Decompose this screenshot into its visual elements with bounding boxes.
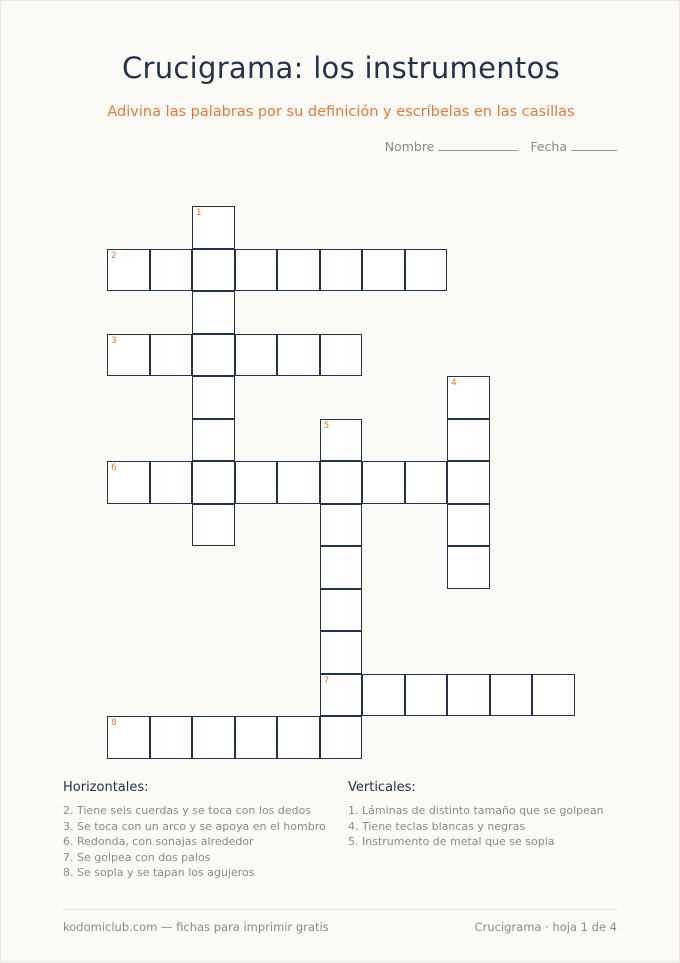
crossword-cell[interactable] [192, 504, 235, 547]
date-label: Fecha [530, 139, 568, 154]
crossword-cell[interactable] [362, 461, 405, 504]
crossword-cell[interactable] [107, 249, 150, 292]
crossword-cell[interactable] [150, 249, 193, 292]
clue-item: 7. Se golpea con dos palos [63, 850, 211, 864]
crossword-cell[interactable] [320, 589, 363, 632]
crossword-cell[interactable] [235, 249, 278, 292]
crossword-cell[interactable] [192, 249, 235, 292]
crossword-cell[interactable] [320, 249, 363, 292]
clue-number: 1 [196, 208, 202, 218]
crossword-cell[interactable] [107, 334, 150, 377]
crossword-cell[interactable] [235, 716, 278, 759]
crossword-cell[interactable] [447, 461, 490, 504]
crossword-cell[interactable] [320, 461, 363, 504]
crossword-cell[interactable] [405, 249, 448, 292]
crossword-cell[interactable] [320, 334, 363, 377]
crossword-cell[interactable] [150, 334, 193, 377]
crossword-cell[interactable] [320, 631, 363, 674]
crossword-cell[interactable] [107, 716, 150, 759]
footer-divider [63, 909, 617, 910]
clue-item: 2. Tiene seis cuerdas y se toca con los dedos [63, 804, 312, 817]
crossword-cell[interactable] [192, 291, 235, 334]
crossword-cell[interactable] [107, 461, 150, 504]
clue-item: 1. Láminas de distinto tamaño que se golpean [348, 804, 604, 817]
clue-item: 4. Tiene teclas blancas y negras [348, 819, 526, 833]
name-line [438, 140, 518, 151]
name-label: Nombre [384, 139, 435, 154]
footer-page-info: Crucigrama · hoja 1 de 4 [474, 920, 617, 934]
crossword-cell[interactable] [320, 716, 363, 759]
crossword-cell[interactable] [235, 334, 278, 377]
crossword-cell[interactable] [277, 716, 320, 759]
crossword-cell[interactable] [192, 334, 235, 377]
horizontal-clues [63, 780, 326, 881]
crossword-cell[interactable] [362, 674, 405, 717]
crossword-cell[interactable] [192, 206, 235, 249]
crossword-cell[interactable] [192, 461, 235, 504]
crossword-cell[interactable] [447, 376, 490, 419]
crossword-cell[interactable] [192, 376, 235, 419]
vertical-clues-title: Verticales: [348, 780, 416, 795]
crossword-cell[interactable] [150, 461, 193, 504]
date-field[interactable] [530, 139, 617, 154]
crossword-cell[interactable] [320, 504, 363, 547]
crossword-cell[interactable] [320, 674, 363, 717]
crossword-cell[interactable] [235, 461, 278, 504]
crossword-cell[interactable] [320, 419, 363, 462]
crossword-cell[interactable] [192, 716, 235, 759]
clue-number: 8 [111, 718, 117, 728]
crossword-cell[interactable] [277, 249, 320, 292]
clue-item: 3. Se toca con un arco y se apoya en el hombro [63, 819, 326, 833]
crossword-cell[interactable] [150, 716, 193, 759]
crossword-cell[interactable] [277, 334, 320, 377]
clue-number: 3 [111, 335, 117, 346]
crossword-cell[interactable] [192, 419, 235, 462]
clue-item: 5. Instrumento de metal que se sopla [348, 835, 555, 849]
horizontal-clues-title: Horizontales: [63, 780, 149, 795]
crossword-cell[interactable] [447, 419, 490, 462]
name-date-fields [385, 139, 617, 154]
clue-number: 2 [111, 250, 117, 261]
crossword-cell[interactable] [447, 546, 490, 589]
crossword-cell[interactable] [447, 674, 490, 717]
crossword-cell[interactable] [405, 461, 448, 504]
crossword-cell[interactable] [405, 674, 448, 717]
clue-item: 6. Redonda, con sonajas alrededor [63, 835, 254, 849]
page-title: Crucigrama: los instrumentos [121, 51, 561, 85]
name-field[interactable] [385, 139, 519, 154]
clue-number: 6 [111, 463, 117, 473]
footer-site: kodomiclub.com — fichas para imprimir gratis [63, 920, 329, 934]
crossword-cell[interactable] [277, 461, 320, 504]
crossword-cell[interactable] [490, 674, 533, 717]
clue-item: 8. Se sopla y se tapan los agujeros [63, 866, 255, 880]
clue-number: 4 [451, 378, 457, 388]
vertical-clues [348, 780, 604, 850]
crossword-cell[interactable] [447, 504, 490, 547]
clue-number: 5 [323, 420, 330, 431]
clue-number: 7 [323, 675, 330, 686]
crossword-cell[interactable] [532, 674, 575, 717]
date-line [571, 140, 617, 151]
crossword-cell[interactable] [362, 249, 405, 292]
instructions-subtitle: Adivina las palabras por su definición y escríbelas en las casillas [107, 104, 575, 120]
crossword-cell[interactable] [320, 546, 363, 589]
